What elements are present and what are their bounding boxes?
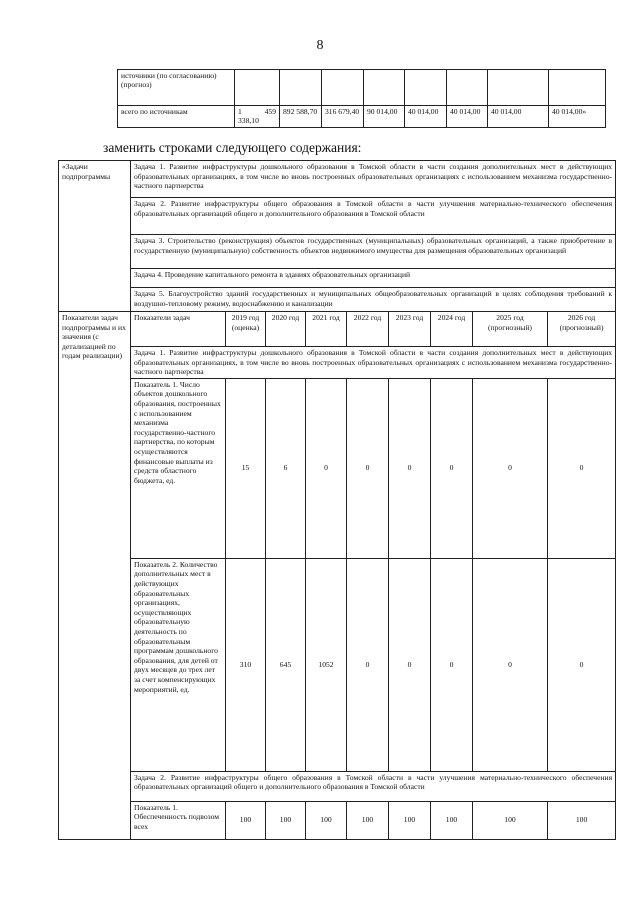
task-1-heading: Задача 1. Развитие инфраструктуры дошкольного образования в Томской области в части создания дополнительных мест в действующих образовательных организациях, в том числе во вновь построенных образовательных организациях с использованием механизма государственно-частного партнерства (131, 347, 616, 379)
column-header-year: 2025 год (прогнозный) (473, 312, 548, 347)
indicator-label: Показатель 1. Обеспеченность подвозом всех (131, 801, 226, 839)
previous-table-fragment (117, 69, 606, 128)
table-row: Показатель 1. Число объектов дошкольного образования, построенных с использованием механизма государственно-частного партнерства, по которым осуществляются финансовые выплаты из средств областного бюджета, ед. 15 6 0 0 0 0 0 0 (59, 378, 616, 558)
task-3: Задача 3. Строительство (реконструкция) объектов государственных (муниципальных) образовательных организаций, а также приобретение в государственную (муниципальную) собственность объектов недвижимого имущества для размещения образовательных организаций (131, 235, 616, 269)
table-header-row (59, 312, 616, 347)
table-row (118, 70, 606, 106)
column-header-year: 2023 год (389, 312, 431, 347)
indicator-label: Показатель 1. Число объектов дошкольного образования, построенных с использованием механизма государственно-частного партнерства, по которым осуществляются финансовые выплаты из средств областного бюджета, ед. (131, 378, 226, 558)
row-label: источники (по согласованию) (прогноз) (118, 70, 235, 106)
table-row: Показатель 2. Количество дополнительных мест в действующих образовательных организациях, осуществляющих образовательную деятельность по образовательным программам дошкольного образования, для детей от двух месяцев до трех лет за счет компенсирующих мероприятий, ед. 310 645 1052 0 0 0 0 0 (59, 558, 616, 771)
column-header-year: 2019 год (оценка) (226, 312, 266, 347)
column-header-year: 2024 год (431, 312, 473, 347)
table-row (59, 347, 616, 379)
indicators-label: Показатели задач подпрограммы и их значения (с детализацией по годам реализации) (59, 312, 131, 840)
task-1: Задача 1. Развитие инфраструктуры дошкольного образования в Томской области в части создания дополнительных мест в действующих образовательных организациях, в том числе во вновь построенных образовательных организациях с использованием механизма государственно-частного партнерства (131, 161, 616, 198)
table-row: Показатель 1. Обеспеченность подвозом всех 100 100 100 100 100 100 100 100 (59, 801, 616, 839)
table-row (59, 288, 616, 312)
task-2: Задача 2. Развитие инфраструктуры общего образования в Томской области в части улучшения материально-технического обеспечения образовательных организаций общего и дополнительного образования в Томской области (131, 198, 616, 235)
table-row (59, 235, 616, 269)
tasks-indicators-table (58, 160, 616, 840)
column-header-year: 2021 год (306, 312, 347, 347)
table-row (59, 198, 616, 235)
indicator-label: Показатель 2. Количество дополнительных мест в действующих образовательных организациях, осуществляющих образовательную деятельность по образовательным программам дошкольного образования, для детей от двух месяцев до трех лет за счет компенсирующих мероприятий, ед. (131, 558, 226, 771)
table-row (59, 161, 616, 198)
replace-instruction: заменить строками следующего содержания: (103, 140, 362, 155)
column-header-year: 2020 год (266, 312, 306, 347)
tasks-label: «Задачи подпрограммы (59, 161, 131, 312)
table-row: всего по источникам 1 459 338,10 892 588,70 316 679,40 90 014,00 40 014,00 40 014,00 40 014,00 40 014,00» (118, 106, 606, 128)
row-label: всего по источникам (118, 106, 235, 128)
table-row (59, 771, 616, 801)
column-header-year: 2022 год (347, 312, 389, 347)
task-5: Задача 5. Благоустройство зданий государственных и муниципальных общеобразовательных организаций в целях соблюдения требований к воздушно-тепловому режиму, водоснабжению и канализации (131, 288, 616, 312)
task-4: Задача 4. Проведение капитального ремонта в зданиях образовательных организаций (131, 269, 616, 288)
column-header-label: Показатели задач (131, 312, 226, 347)
column-header-year: 2026 год (прогнозный) (548, 312, 616, 347)
task-2-heading: Задача 2. Развитие инфраструктуры общего образования в Томской области в части улучшения материально-технического обеспечения образовательных организаций общего и дополнительного образования в Томской области (131, 771, 616, 801)
table-row (59, 269, 616, 288)
page-number: 8 (316, 38, 324, 53)
